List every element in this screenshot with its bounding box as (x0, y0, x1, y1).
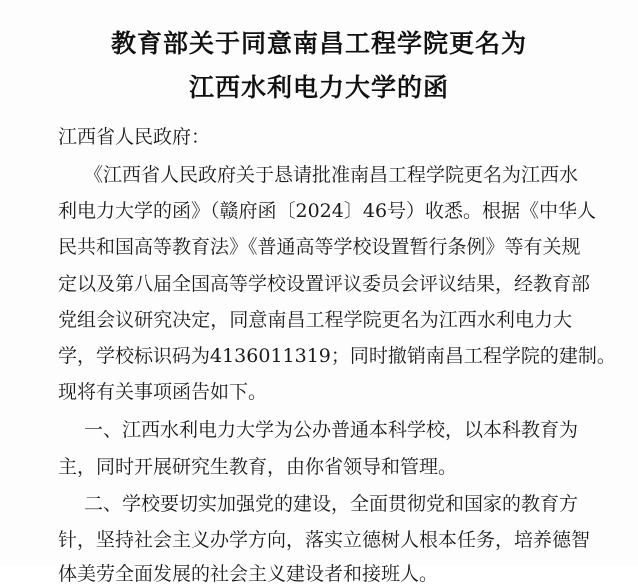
paragraph-3-line-1: 二、学校要切实加强党的建设，全面贯彻党和国家的教育方 (84, 493, 579, 515)
paragraph-1-line-6: 学，学校标识码为4136011319；同时撤销南昌工程学院的建制。 (58, 345, 616, 367)
paragraph-2-line-1: 一、江西水利电力大学为公办普通本科学校，以本科教育为 (84, 419, 579, 441)
paragraph-1-line-2: 利电力大学的函》（赣府函〔2024〕46号）收悉。根据《中华人 (58, 200, 597, 222)
document-title-line-2: 江西水利电力大学的函 (188, 73, 449, 102)
paragraph-2-line-2: 主，同时开展研究生教育，由你省领导和管理。 (58, 456, 458, 478)
paragraph-1-line-4: 定以及第八届全国高等学校设置评议委员会评议结果，经教育部 (58, 273, 591, 295)
paragraph-3-line-3: 体美劳全面发展的社会主义建设者和接班人。 (58, 563, 439, 585)
paragraph-1-line-1: 《江西省人民政府关于恳请批准南昌工程学院更名为江西水 (84, 164, 579, 186)
paragraph-1-line-3: 民共和国高等教育法》《普通高等学校设置暂行条例》等有关规 (58, 236, 581, 258)
recipient-line: 江西省人民政府： (58, 126, 211, 148)
document-title-line-1: 教育部关于同意南昌工程学院更名为 (110, 29, 527, 58)
paragraph-3-line-2: 针，坚持社会主义办学方向，落实立德树人根本任务，培养德智 (58, 529, 591, 551)
paragraph-1-line-7: 现将有关事项函告如下。 (58, 381, 268, 403)
paragraph-1-line-5: 党组会议研究决定，同意南昌工程学院更名为江西水利电力大 (58, 309, 572, 331)
